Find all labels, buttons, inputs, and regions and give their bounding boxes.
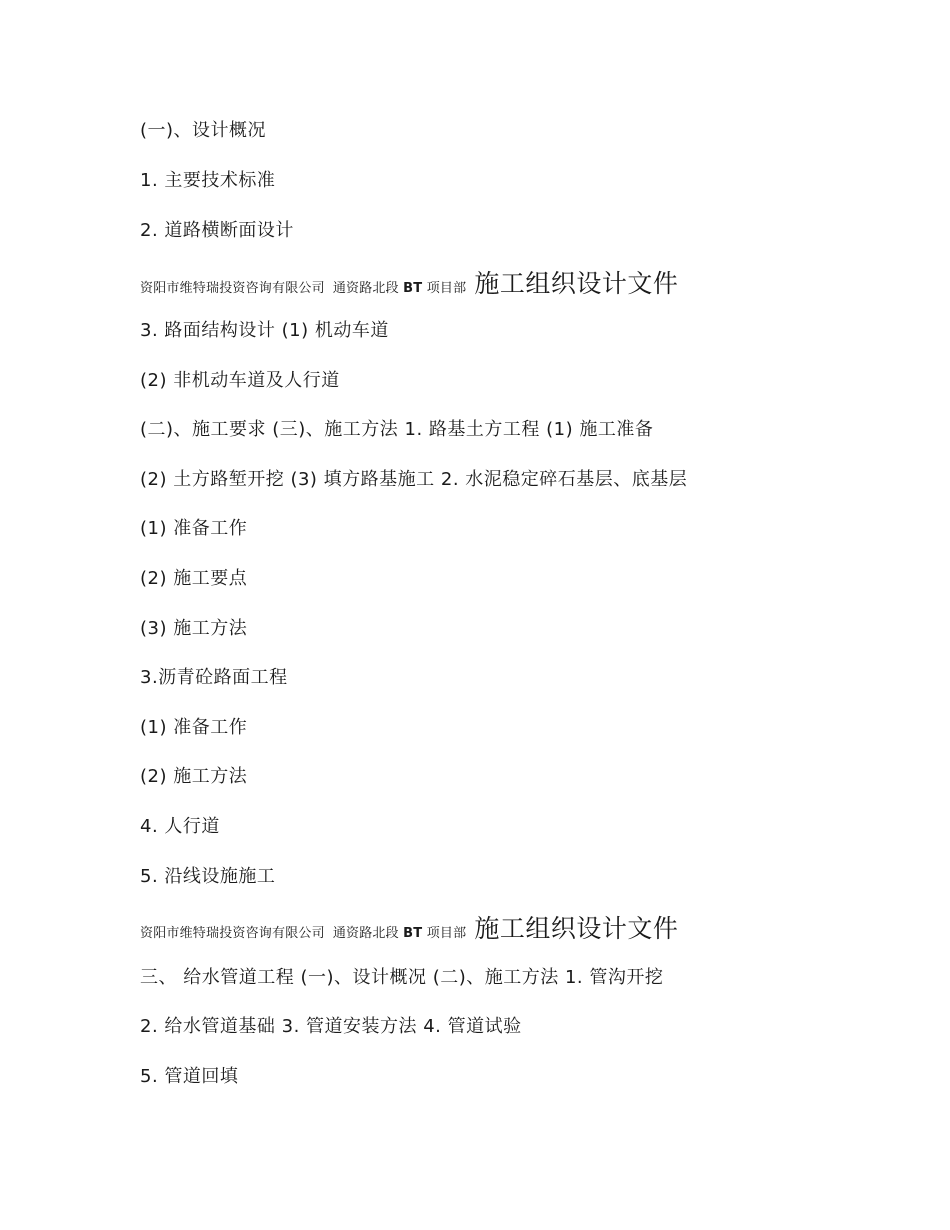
- page-header: [140, 909, 678, 945]
- text-line: 三、 给水管道工程 (一)、设计概况 (二)、施工方法 1. 管沟开挖: [140, 967, 664, 988]
- text-line: 1. 主要技术标准: [140, 170, 276, 191]
- header-doc-title: 施工组织设计文件: [474, 914, 679, 943]
- text-line: (二)、施工要求 (三)、施工方法 1. 路基土方工程 (1) 施工准备: [140, 419, 654, 440]
- text-line: 3. 路面结构设计 (1) 机动车道: [140, 320, 389, 341]
- header-department: [333, 922, 467, 941]
- page-header: [140, 264, 678, 300]
- text-line: (一)、设计概况: [140, 120, 267, 141]
- text-line: 4. 人行道: [140, 816, 220, 837]
- header-road-code: BT: [403, 281, 423, 296]
- header-road-suffix: 项目部: [426, 281, 467, 296]
- header-road-prefix: 通资路北段: [332, 926, 399, 941]
- text-line: 5. 沿线设施施工: [140, 866, 276, 887]
- text-line: (2) 土方路堑开挖 (3) 填方路基施工 2. 水泥稳定碎石基层、底基层: [140, 469, 688, 490]
- header-doc-title: 施工组织设计文件: [474, 269, 679, 298]
- header-road-prefix: 通资路北段: [332, 281, 399, 296]
- text-line: 5. 管道回填: [140, 1066, 239, 1087]
- text-line: (1) 准备工作: [140, 717, 248, 738]
- header-road-suffix: 项目部: [426, 926, 467, 941]
- text-line: (2) 施工要点: [140, 568, 248, 589]
- header-company: 资阳市维特瑞投资咨询有限公司: [140, 281, 325, 296]
- text-line: (2) 非机动车道及人行道: [140, 370, 340, 391]
- text-line: (1) 准备工作: [140, 518, 248, 539]
- text-line: 2. 道路横断面设计: [140, 220, 294, 241]
- text-line: (3) 施工方法: [140, 618, 248, 639]
- text-line: 3.沥青砼路面工程: [140, 667, 288, 688]
- text-line: 2. 给水管道基础 3. 管道安装方法 4. 管道试验: [140, 1016, 522, 1037]
- text-line: (2) 施工方法: [140, 766, 248, 787]
- header-department: [333, 277, 467, 296]
- header-road-code: BT: [403, 926, 423, 941]
- header-company: 资阳市维特瑞投资咨询有限公司: [140, 926, 325, 941]
